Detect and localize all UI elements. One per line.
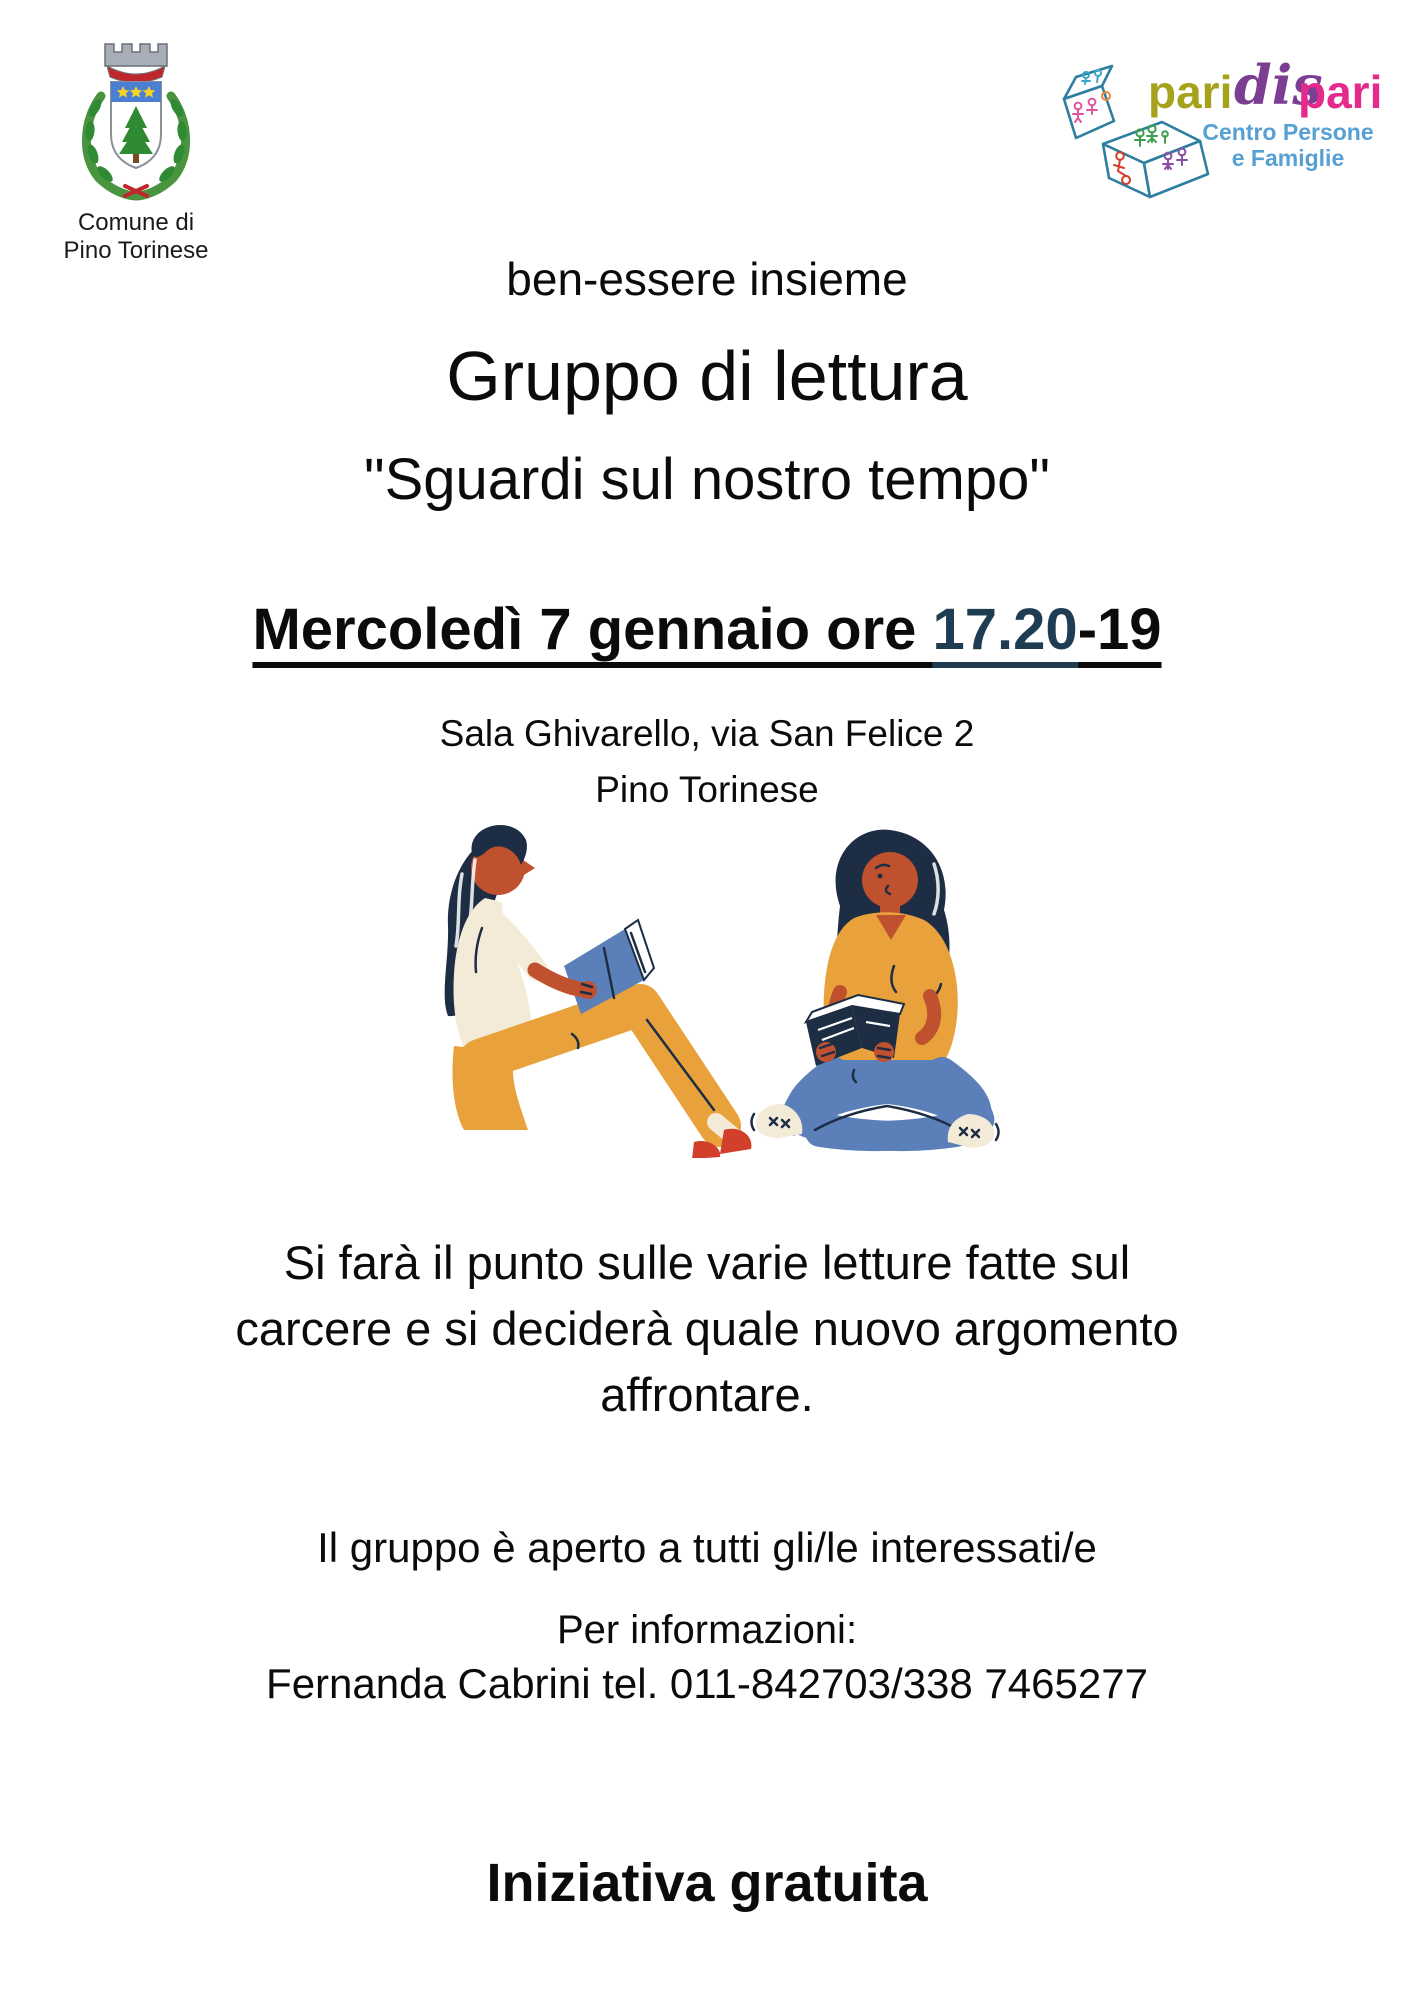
pdp-word-pari1: pari [1148, 66, 1233, 118]
comune-caption-line2: Pino Torinese [63, 237, 209, 265]
page-title: Gruppo di lettura [446, 337, 968, 415]
comune-caption-line1: Comune di [77, 209, 195, 236]
comune-coat-of-arms-icon [71, 36, 201, 202]
left-reader [445, 825, 752, 1158]
body-line: affrontare. [600, 1367, 814, 1421]
shield [111, 82, 161, 168]
info-contact: Fernanda Cabrini tel. 011-842703/338 7465277 [266, 1660, 1148, 1707]
page-subtitle: "Sguardi sul nostro tempo" [364, 447, 1050, 512]
mural-crown [105, 44, 167, 83]
date-line [0, 596, 1414, 663]
date-suffix: -19 [1077, 597, 1162, 662]
pdp-word-dis: dis [1234, 53, 1323, 117]
pdp-subtitle-line1: Centro Persone [1202, 119, 1374, 145]
date-prefix: Mercoledì 7 gennaio ore [252, 597, 933, 662]
info-label: Per informazioni: [556, 1608, 858, 1652]
pdp-word-pari2: pari [1298, 66, 1383, 118]
venue-town: Pino Torinese [595, 768, 819, 810]
kicker: ben-essere insieme [506, 253, 908, 305]
venue [0, 706, 1414, 817]
open-to-all-line: Il gruppo è aperto a tutti gli/le interessati/e [317, 1524, 1097, 1571]
small-die [1064, 66, 1114, 138]
date-time-highlight: 17.20 [932, 597, 1078, 662]
big-die [1103, 122, 1208, 197]
venue-address: Sala Ghivarello, via San Felice 2 [439, 713, 975, 754]
body-line: Si farà il punto sulle varie letture fatte sul [283, 1236, 1131, 1289]
right-reader [752, 830, 999, 1148]
illustration-two-women-reading [382, 808, 1032, 1163]
paridispari-logo [1048, 44, 1388, 204]
paridispari-dice-icon [1048, 44, 1388, 204]
body-paragraph [0, 1230, 1414, 1427]
comune-logo [48, 36, 224, 266]
body-line: carcere e si deciderà quale nuovo argomento [235, 1301, 1179, 1355]
free-initiative-line: Iniziativa gratuita [486, 1853, 928, 1913]
pdp-subtitle-line2: e Famiglie [1231, 145, 1345, 171]
